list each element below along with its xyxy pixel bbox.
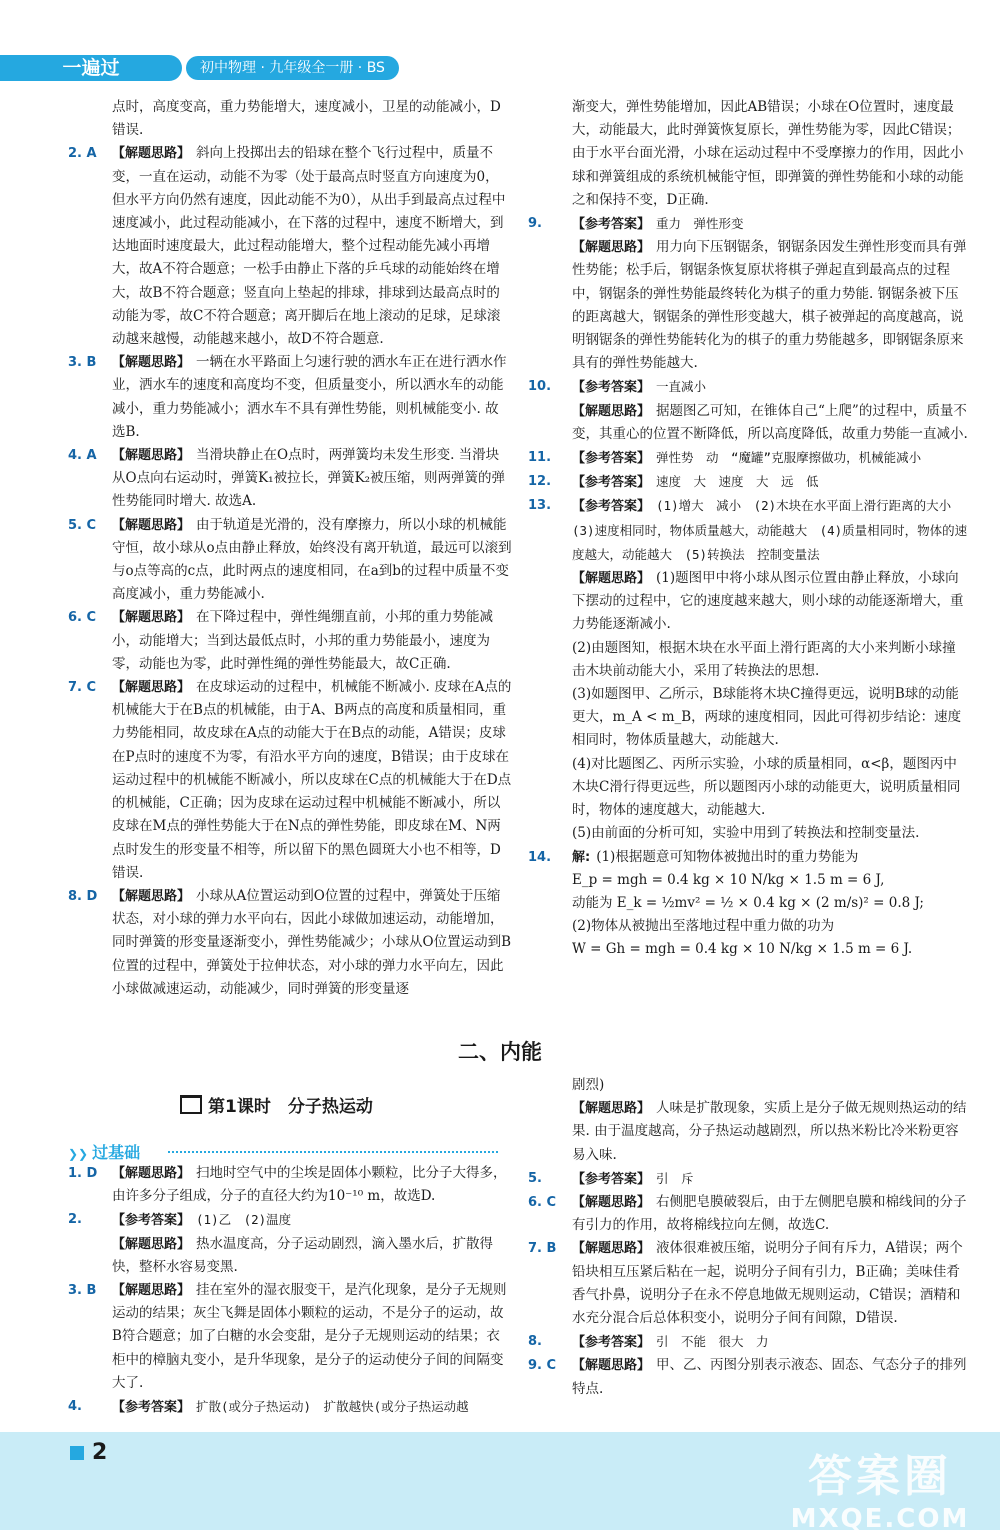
item-number: 8. D (68, 888, 98, 904)
item-number: 5. C (68, 517, 97, 533)
answer-item (528, 892, 968, 915)
item-text: 动能为 E_k = ½mv² = ½ × 0.4 kg × (2 m/s)² = 0.8 J; (572, 894, 924, 911)
item-number: 2. A (68, 146, 97, 162)
section-title: 二、内能 (458, 1040, 542, 1064)
answer-item (68, 1162, 512, 1208)
item-text: 在皮球运动的过程中，机械能不断减小. 皮球在A点的机械能大于在B点的机械能，由于A、B两点的高度和质量相同，重力势能相同，故皮球在A点的动能大于在B点的动能，A错误；皮球在P点时的速度不为零，有沿水平方向的速度，B错误；由于皮球在运动过程中的机械能不断减小，所以皮球在C点的机械能大于在D点的机械能，C正确；因为皮球在运动过程中机械能不断减小，所以皮球在M点的弹性势能大于在N点的弹性势能，即皮球在M、N两点时发生的形变量不相等，所以留下的黑色圆斑大小也不相等，D错误. (112, 679, 512, 881)
answer-item (528, 375, 968, 446)
item-answer: 引 斥 (656, 1170, 694, 1186)
item-number: 4. (68, 1399, 82, 1415)
item-number: 3. B (68, 355, 97, 371)
answer-item (528, 1237, 968, 1330)
item-tag: 【参考答案】 (572, 217, 651, 233)
item-tag: 【解题思路】 (112, 146, 191, 162)
answer-item (528, 822, 968, 845)
item-tag: 【解题思路】 (572, 1101, 651, 1117)
answer-list (68, 142, 512, 1001)
item-text: (2)物体从被抛出至落地过程中重力做的功为 (572, 918, 835, 935)
answer-item (528, 1167, 968, 1191)
item-tag: 【解题思路】 (112, 1283, 191, 1299)
left-column-bottom (68, 1162, 512, 1419)
answer-item (528, 637, 968, 683)
item-tag: 【参考答案】 (572, 499, 651, 515)
item-tag: 【参考答案】 (112, 1400, 191, 1416)
item-number: 5. (528, 1170, 542, 1186)
item-tag: 【解题思路】 (572, 571, 651, 587)
item-answer: (1)增大 减小 (2)木块在水平面上滑行距离的大小 (3)速度相同时，物体质量越大，动能越大 (4)质量相同时，物体的速度越大，动能越大 (5)转换法 控制变量法 (572, 498, 968, 562)
item-number: 12. (528, 474, 552, 490)
answer-item (68, 351, 512, 444)
item-number: 14. (528, 849, 552, 865)
subsection-label: 过基础 (92, 1143, 141, 1162)
item-text: E_p = mgh = 0.4 kg × 10 N/kg × 1.5 m = 6 J, (572, 871, 885, 888)
answer-item (528, 1354, 968, 1400)
answer-list (528, 1097, 968, 1401)
book-icon (180, 1095, 202, 1114)
chevron-icon: ❯❯ (68, 1147, 89, 1161)
answer-item (528, 753, 968, 823)
item-text: 当滑块静止在O点时，两弹簧均未发生形变. 当滑块从O点向右运动时，弹簧K₁被拉长，弹簧K₂被压缩，则两弹簧的弹性势能同时增大. 故选A. (112, 447, 506, 510)
answer-item (528, 212, 968, 375)
item-text: (4)对比题图乙、丙所示实验，小球的质量相同，α<β，题图丙中木块C滑行得更远些，所以题图丙小球的动能更大，说明质量相同时，物体的速度越大，动能越大. (572, 755, 961, 819)
item-text: 用力向下压钢锯条，钢锯条因发生弹性形变而具有弹性势能；松手后，钢锯条恢复原状将棋子弹起直到最高点的过程中，钢锯条的弹性势能最终转化为棋子的重力势能. 钢锯条被下压的距离越大，钢锯条的弹性形变越大，棋子被弹起的高度越高，说明钢锯条的弹性势能转化为的棋子的重力势能越多，即钢锯条原来具有的弹性势能越大. (572, 239, 967, 372)
item-number: 6. C (528, 1195, 557, 1211)
answer-item (528, 846, 968, 869)
answer-item (528, 446, 968, 470)
page-header (0, 0, 1000, 88)
answer-item (528, 1191, 968, 1237)
item-answer: 引 不能 很大 力 (656, 1334, 769, 1350)
item-answer: 重力 弹性形变 (656, 216, 744, 232)
continued-text: 剧烈) (572, 1077, 605, 1093)
book-label: 初中物理 · 九年级全一册 · BS (186, 56, 399, 80)
answer-item (68, 606, 512, 676)
item-tag: 【解题思路】 (572, 1241, 651, 1257)
item-tag: 【解题思路】 (112, 355, 191, 371)
item-tag: 【参考答案】 (572, 475, 651, 491)
item-tag: 【解题思路】 (572, 240, 651, 256)
item-answer: 一直减小 (656, 379, 707, 395)
divider (168, 1151, 498, 1153)
watermark-bottom: MXQE.COM (790, 1504, 970, 1534)
answer-item (528, 470, 968, 494)
item-number: 2. (68, 1212, 82, 1228)
answer-list (528, 212, 968, 962)
answer-item (528, 938, 968, 961)
answer-item (528, 1330, 968, 1354)
item-text: (3)如题图甲、乙所示，B球能将木块C撞得更远，说明B球的动能更大，m_A < m_B，两球的速度相同，因此可得初步结论：速度相同时，物体质量越大，动能越大. (572, 686, 962, 749)
item-number: 3. B (68, 1283, 97, 1299)
answer-item (68, 1279, 512, 1395)
item-answer: 弹性势 动 “魔罐”克服摩擦做功，机械能减小 (656, 450, 922, 466)
item-text: 一辆在水平路面上匀速行驶的洒水车正在进行洒水作业，洒水车的速度和高度均不变，但质量变小，所以洒水车的动能减小，重力势能减小；洒水车不具有弹性势能，则机械能变小. 故选B. (112, 354, 507, 440)
answer-item (68, 885, 512, 1001)
answer-item (68, 1395, 512, 1419)
item-text: 斜向上投掷出去的铅球在整个飞行过程中，质量不变，一直在运动，动能不为零（处于最高点时竖直方向速度为0，但水平方向仍然有速度，因此动能不为0），从出手到最高点过程中速度减小，此过程动能减小，在下落的过程中，速度不断增大，到达地面时速度最大，此过程动能增大，整个过程动能先减小再增大，故A不符合题意；一松手由静止下落的乒乓球的动能始终在增大，故B不符合题意；竖直向上垫起的排球，排球到达最高点时的动能为零，故C不符合题意；离开脚后在地上滚动的足球，足球滚动越来越慢，动能越来越小，故D不符合题意. (112, 145, 506, 348)
item-number: 11. (528, 450, 552, 466)
item-answer: 扩散(或分子热运动) 扩散越快(或分子热运动越 (196, 1399, 469, 1415)
answer-item (68, 676, 512, 885)
item-tag: 【解题思路】 (112, 610, 191, 626)
item-tag: 【参考答案】 (572, 380, 651, 396)
item-number: 10. (528, 379, 552, 395)
item-tag: 【参考答案】 (112, 1213, 191, 1229)
left-column-top (68, 96, 512, 1001)
answer-item (528, 869, 968, 892)
item-number: 13. (528, 498, 552, 514)
item-text: 小球从A位置运动到O位置的过程中，弹簧处于压缩状态，对小球的弹力水平向右，因此小球做加速运动，动能增加，同时弹簧的形变量逐渐变小，弹性势能减少；小球从O位置运动到B位置的过程中，弹簧处于拉伸状态，对小球的弹力水平向左，因此小球做减速运动，动能减少，同时弹簧的形变量逐 (112, 887, 511, 997)
answer-item (68, 1208, 512, 1279)
item-number: 7. C (68, 680, 97, 696)
item-number: 9. (528, 216, 542, 232)
item-text: 液体很难被压缩，说明分子间有斥力，A错误；两个铅块相互压紧后粘在一起，说明分子间有引力，B正确；美味佳肴香气扑鼻，说明分子在永不停息地做无规则运动，C错误；酒精和水充分混合后总体积变小，说明分子间有间隙，D错误. (572, 1240, 963, 1327)
item-text: 挂在室外的湿衣服变干，是汽化现象，是分子无规则运动的结果；灰尘飞舞是固体小颗粒的运动，不是分子的运动，故B符合题意；加了白糖的水会变甜，是分子无规则运动的结果；衣柜中的樟脑丸变小，是升华现象，是分子的运动使分子间的间隔变大了. (112, 1282, 507, 1391)
item-tag: 【参考答案】 (572, 1171, 651, 1187)
brand-logo: 一遍过 (0, 55, 182, 81)
item-tag: 【解题思路】 (112, 888, 191, 904)
answer-item (528, 683, 968, 753)
item-tag: 【解题思路】 (112, 1166, 191, 1181)
item-text: 甲、乙、丙图分别表示液态、固态、气态分子的排列特点. (572, 1357, 967, 1397)
item-tag: 【解题思路】 (112, 517, 191, 533)
item-text: 热水温度高，分子运动剧烈，滴入墨水后，扩散得快，整杯水容易变黑. (112, 1235, 494, 1275)
answer-item (528, 1097, 968, 1167)
answer-item (68, 514, 512, 607)
item-number: 1. D (68, 1166, 98, 1181)
item-tag: 【参考答案】 (572, 451, 651, 467)
right-column-bottom (528, 1074, 968, 1401)
item-text: 扫地时空气中的尘埃是固体小颗粒，比分子大得多，由许多分子组成，分子的直径大约为10⁻¹⁰ m，故选D. (112, 1165, 507, 1205)
item-text: 据题图乙可知，在锥体自己“上爬”的过程中，质量不变，其重心的位置不断降低，所以高度降低，故重力势能一直减小. (572, 402, 968, 442)
item-text: (1)题图甲中将小球从图示位置由静止释放，小球向下摆动的过程中，它的速度越来越大，则小球的动能逐渐增大，重力势能逐渐减小. (572, 570, 964, 633)
item-tag: 【解题思路】 (112, 680, 191, 696)
watermark-top: 答案圈 (808, 1451, 952, 1502)
item-number: 7. B (528, 1241, 557, 1257)
item-tag: 【解题思路】 (112, 1236, 191, 1252)
page-marker-icon (70, 1446, 84, 1460)
item-number: 8. (528, 1334, 542, 1350)
answer-item (528, 915, 968, 938)
answer-item (68, 444, 512, 514)
answer-item (68, 142, 512, 351)
item-answer: (1)乙 (2)温度 (196, 1212, 292, 1228)
item-text: 人味是扩散现象，实质上是分子做无规则热运动的结果. 由于温度越高，分子热运动越剧烈，所以热米粉比冷米粉更容易入味. (572, 1100, 967, 1163)
item-text: (1)根据题意可知物体被抛出时的重力势能为 (596, 848, 859, 865)
item-tag: 【解题思路】 (572, 1358, 651, 1374)
item-number: 4. A (68, 448, 97, 464)
subsection-banner (68, 1140, 508, 1160)
item-text: 右侧肥皂膜破裂后，由于左侧肥皂膜和棉线间的分子有引力的作用，故将棉线拉向左侧，故选C. (572, 1194, 967, 1234)
item-number: 6. C (68, 610, 97, 626)
item-text: W = Gh = mgh = 0.4 kg × 10 N/kg × 1.5 m = 6 J. (572, 941, 913, 958)
lesson-title (180, 1092, 480, 1117)
item-text: (2)由题图知，根据木块在水平面上滑行距离的大小来判断小球撞击木块前动能大小，采用了转换法的思想. (572, 639, 956, 679)
item-text: 由于轨道是光滑的，没有摩擦力，所以小球的机械能守恒，故小球从o点由静止释放，始终没有离开轨道，最远可以滚到与o点等高的c点，此时两点的速度相同，在a到b的过程中质量不变高度减小，重力势能减小. (112, 516, 512, 603)
item-tag: 【解题思路】 (572, 403, 651, 419)
item-tag: 解: (572, 849, 591, 865)
continued-text: 渐变大，弹性势能增加，因此AB错误；小球在O位置时，速度最大，动能最大，此时弹簧恢复原长，弹性势能为零，因此C错误；由于水平台面光滑，小球在运动过程中不受摩擦力的作用，因此小球和弹簧组成的系统机械能守恒，即弹簧的弹性势能和小球的动能之和保持不变，D正确. (572, 99, 964, 208)
continued-text: 点时，高度变高，重力势能增大，速度减小，卫星的动能减小，D 错误. (112, 99, 501, 139)
item-tag: 【解题思路】 (572, 1195, 651, 1211)
lesson-title-text: 第1课时 分子热运动 (208, 1097, 373, 1117)
page-number: 2 (92, 1440, 108, 1465)
item-tag: 【参考答案】 (572, 1335, 651, 1351)
right-column-top (528, 96, 968, 962)
item-answer: 速度 大 速度 大 远 低 (656, 474, 819, 490)
watermark (780, 1440, 980, 1534)
answer-item (528, 494, 968, 636)
answer-list (68, 1162, 512, 1419)
item-tag: 【解题思路】 (112, 448, 191, 464)
item-text: (5)由前面的分析可知，实验中用到了转换法和控制变量法. (572, 825, 920, 842)
item-number: 9. C (528, 1358, 557, 1374)
item-text: 在下降过程中，弹性绳绷直前，小邦的重力势能减小，动能增大；当到达最低点时，小邦的重力势能最小，速度为零，动能也为零，此时弹性绳的弹性势能最大，故C正确. (112, 609, 494, 672)
